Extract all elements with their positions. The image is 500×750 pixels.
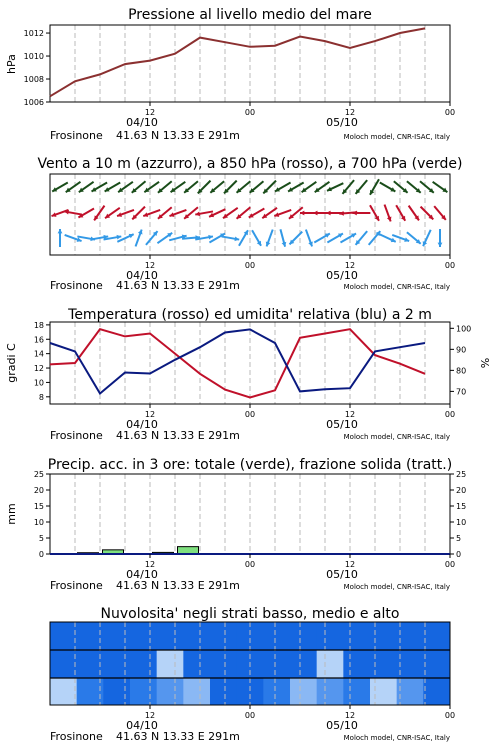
wind-arrow — [434, 206, 446, 220]
wind-arrow — [224, 181, 237, 194]
y-tick-label: 5 — [38, 534, 44, 543]
wind-arrow — [144, 182, 159, 192]
wind-arrow — [136, 230, 143, 247]
wind-arrow — [52, 183, 68, 192]
cloud-cell — [157, 650, 184, 678]
y-tick-label: 1010 — [23, 52, 44, 62]
cloud-cell — [183, 650, 210, 678]
y-tick-label: 100 — [456, 324, 472, 334]
model-credit: Moloch model, CNR-ISAC, Italy — [343, 283, 450, 291]
temp-ylabel: gradi C — [5, 343, 18, 383]
x-tick-label: 12 — [144, 711, 156, 720]
location-coords: 41.63 N 13.33 E 291m — [116, 129, 240, 142]
x-tick-label: 12 — [344, 560, 356, 569]
cloud-cell — [263, 650, 290, 678]
x-tick-label: 12 — [144, 261, 156, 270]
wind-arrow — [239, 230, 248, 246]
cloud-cell — [343, 650, 370, 678]
model-credit: Moloch model, CNR-ISAC, Italy — [343, 133, 450, 141]
pressure-line — [50, 28, 425, 96]
cloud-cell — [370, 622, 397, 650]
wind-arrow — [117, 210, 134, 217]
wind-arrow — [356, 180, 368, 194]
date-label: 04/10 — [126, 269, 158, 282]
y-tick-label: 10 — [456, 518, 467, 527]
wind-arrow — [280, 229, 286, 246]
cloud-cell — [210, 622, 237, 650]
cloud-cell — [317, 678, 344, 705]
cloud-cell — [210, 650, 237, 678]
y-tick-label: 10 — [33, 518, 44, 527]
y-tick-label: 18 — [33, 320, 44, 330]
temp-panel — [5, 307, 492, 442]
cloud-cell — [263, 678, 290, 705]
wind-arrow — [409, 206, 419, 221]
y-tick-label: 25 — [456, 470, 467, 479]
wind-arrow — [369, 231, 381, 245]
y-tick-label: 20 — [33, 486, 44, 495]
pressure-panel — [5, 7, 455, 142]
wind-arrow — [266, 230, 273, 247]
location-coords: 41.63 N 13.33 E 291m — [116, 579, 240, 592]
cloud-cell — [210, 678, 237, 705]
location-name: Frosinone — [50, 429, 103, 442]
wind-arrow — [394, 181, 408, 193]
wind-arrow — [314, 234, 330, 243]
cloud-cell — [130, 650, 157, 678]
wind-arrow — [396, 205, 405, 221]
y-tick-label: 25 — [33, 470, 44, 479]
wind-arrow — [146, 231, 158, 245]
cloud-cell — [317, 622, 344, 650]
cloud-cell — [130, 678, 157, 705]
wind-arrow — [421, 207, 434, 220]
wind-arrow — [221, 236, 239, 241]
cloud-cell — [423, 678, 450, 705]
precip-ylabel: mm — [5, 503, 18, 525]
date-label: 04/10 — [126, 719, 158, 732]
cloud-cell — [103, 650, 130, 678]
wind-arrow — [157, 233, 172, 243]
x-tick-label: 00 — [244, 560, 256, 569]
precip-panel — [5, 457, 466, 592]
wind-arrow — [327, 183, 343, 191]
y-tick-label: 90 — [456, 345, 467, 355]
wind-arrow — [252, 230, 261, 246]
date-label: 04/10 — [126, 418, 158, 431]
cloud-cell — [423, 622, 450, 650]
cloud-cell — [183, 622, 210, 650]
y-tick-label: 1008 — [23, 75, 44, 85]
y-tick-label: 80 — [456, 366, 467, 376]
y-tick-label: 12 — [33, 364, 44, 374]
cloud-cell — [103, 678, 130, 705]
y-tick-label: 20 — [456, 486, 467, 495]
x-tick-label: 00 — [244, 261, 256, 270]
wind-arrow — [209, 209, 225, 217]
date-label: 05/10 — [326, 418, 358, 431]
wind-arrow — [171, 182, 186, 192]
pressure-title: Pressione al livello medio del mare — [128, 7, 372, 23]
wind-arrow — [370, 179, 379, 195]
cloud-cell — [290, 622, 317, 650]
x-tick-label: 12 — [144, 560, 156, 569]
wind-arrow — [117, 234, 133, 242]
wind-arrow — [327, 234, 343, 243]
temp-title: Temperatura (rosso) ed umidita' relativa (blu) a 2 m — [68, 307, 432, 323]
precip-bar — [178, 547, 199, 554]
cloud-cell — [370, 650, 397, 678]
model-credit: Moloch model, CNR-ISAC, Italy — [343, 583, 450, 591]
wind-arrow — [158, 207, 172, 219]
wind-arrow — [420, 181, 434, 193]
location-name: Frosinone — [50, 579, 103, 592]
precip-title: Precip. acc. in 3 ore: totale (verde), frazione solida (tratt.) — [47, 457, 453, 473]
wind-arrow — [237, 207, 251, 219]
wind-arrow — [342, 180, 354, 194]
wind-arrow — [184, 181, 198, 193]
cloud-cell — [183, 678, 210, 705]
wind-arrow — [407, 232, 421, 244]
cloud-cell — [263, 622, 290, 650]
wind-arrow — [352, 211, 370, 216]
x-tick-label: 00 — [444, 108, 456, 117]
date-label: 05/10 — [326, 719, 358, 732]
model-credit: Moloch model, CNR-ISAC, Italy — [343, 433, 450, 441]
date-label: 04/10 — [126, 568, 158, 581]
rh-ylabel: % — [479, 357, 492, 369]
wind-arrow — [423, 230, 431, 246]
wind-arrow — [407, 181, 421, 193]
x-tick-label: 12 — [344, 711, 356, 720]
wind-arrow — [385, 205, 392, 222]
y-tick-label: 0 — [456, 550, 462, 559]
x-tick-label: 12 — [144, 410, 156, 419]
x-tick-label: 12 — [344, 108, 356, 117]
x-tick-label: 00 — [244, 711, 256, 720]
x-tick-label: 12 — [344, 410, 356, 419]
date-label: 04/10 — [126, 116, 158, 129]
pressure-ylabel: hPa — [5, 54, 18, 74]
y-tick-label: 8 — [38, 392, 44, 402]
wind-arrow — [158, 181, 172, 193]
y-tick-label: 1012 — [23, 29, 44, 39]
cloud-cell — [397, 678, 424, 705]
wind-arrow — [132, 207, 145, 220]
wind-arrow — [274, 210, 291, 217]
wind-arrow — [370, 205, 379, 221]
x-tick-label: 12 — [344, 261, 356, 270]
x-tick-label: 12 — [144, 108, 156, 117]
x-tick-label: 00 — [444, 560, 456, 569]
cloud-cell — [343, 622, 370, 650]
cloud-cell — [130, 622, 157, 650]
wind-arrow — [169, 210, 186, 217]
wind-arrow — [288, 183, 304, 192]
x-tick-label: 00 — [444, 711, 456, 720]
cloud-cell — [290, 678, 317, 705]
wind-arrow — [209, 234, 225, 243]
cloud-cell — [290, 650, 317, 678]
wind-arrow — [438, 229, 443, 247]
wind-arrow — [58, 229, 63, 247]
location-name: Frosinone — [50, 730, 103, 743]
wind-arrow — [249, 209, 265, 218]
wind-arrow — [105, 183, 121, 192]
cloud-cell — [397, 650, 424, 678]
x-tick-label: 00 — [244, 108, 256, 117]
y-tick-label: 1006 — [23, 98, 44, 107]
cloud-cell — [397, 622, 424, 650]
location-name: Frosinone — [50, 279, 103, 292]
y-tick-label: 70 — [456, 387, 467, 397]
location-name: Frosinone — [50, 129, 103, 142]
wind-arrow — [380, 183, 396, 192]
wind-arrow — [433, 182, 448, 192]
y-tick-label: 10 — [33, 378, 44, 388]
x-tick-label: 00 — [444, 410, 456, 419]
date-label: 05/10 — [326, 568, 358, 581]
wind-title: Vento a 10 m (azzurro), a 850 hPa (rosso), a 700 hPa (verde) — [37, 156, 463, 172]
humidity-line — [50, 329, 425, 393]
y-tick-label: 0 — [38, 550, 44, 559]
wind-arrow — [210, 181, 224, 193]
wind-arrow — [263, 181, 276, 194]
location-coords: 41.63 N 13.33 E 291m — [116, 730, 240, 743]
location-coords: 41.63 N 13.33 E 291m — [116, 429, 240, 442]
wind-arrow — [64, 210, 82, 215]
y-tick-label: 5 — [456, 534, 462, 543]
wind-arrow — [275, 183, 291, 192]
wind-arrow — [356, 231, 368, 245]
wind-arrow — [78, 209, 94, 218]
wind-arrow — [306, 230, 313, 247]
date-label: 05/10 — [326, 269, 358, 282]
wind-arrow — [94, 206, 104, 221]
cloud-cell — [50, 678, 77, 705]
wind-arrow — [184, 207, 198, 219]
cloud-cell — [50, 650, 77, 678]
cloud-cell — [370, 678, 397, 705]
x-tick-label: 00 — [244, 410, 256, 419]
cloud-cell — [103, 622, 130, 650]
y-tick-label: 15 — [456, 502, 467, 511]
cloud-cell — [157, 678, 184, 705]
cloud-title: Nuvolosita' negli strati basso, medio e alto — [100, 606, 400, 622]
cloud-cell — [423, 650, 450, 678]
model-credit: Moloch model, CNR-ISAC, Italy — [343, 734, 450, 742]
wind-arrow — [237, 181, 251, 193]
cloud-cell — [50, 622, 77, 650]
y-tick-label: 14 — [33, 349, 44, 359]
x-tick-label: 00 — [444, 261, 456, 270]
date-label: 05/10 — [326, 116, 358, 129]
cloud-cell — [343, 678, 370, 705]
y-tick-label: 16 — [33, 335, 44, 345]
wind-arrow — [340, 234, 356, 243]
wind-arrow — [250, 181, 264, 193]
cloud-cell — [157, 622, 184, 650]
location-coords: 41.63 N 13.33 E 291m — [116, 279, 240, 292]
wind-arrow — [132, 181, 146, 193]
wind-arrow — [92, 183, 108, 192]
y-tick-label: 15 — [33, 502, 44, 511]
wind-panel — [37, 156, 462, 292]
cloud-panel — [50, 606, 455, 743]
wind-arrow — [143, 210, 160, 217]
cloud-cell — [317, 650, 344, 678]
